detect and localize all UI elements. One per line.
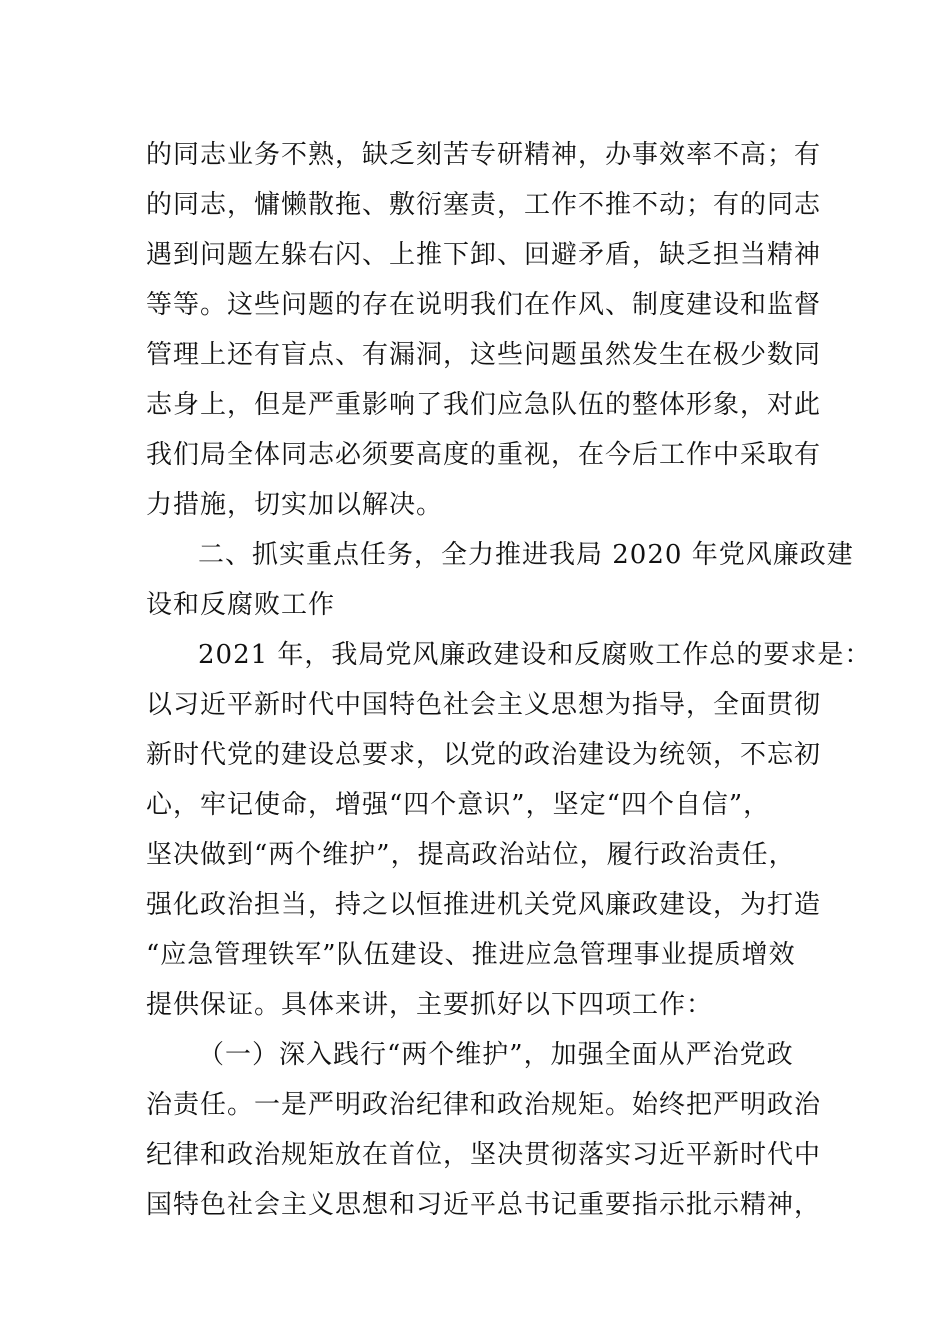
heading-line: 设和反腐败工作 <box>146 590 336 620</box>
text-line: “应急管理铁军”队伍建设、推进应急管理事业提质增效 <box>146 940 796 970</box>
text-line: 以习近平新时代中国特色社会主义思想为指导，全面贯彻 <box>146 690 822 720</box>
paragraph-3 <box>146 630 872 1030</box>
text-line: 心，牢记使命，增强“四个意识”，坚定“四个自信”， <box>146 790 771 820</box>
text-line: 管理上还有盲点、有漏洞，这些问题虽然发生在极少数同 <box>146 340 822 370</box>
paragraph-4 <box>146 1030 822 1230</box>
text-line: 新时代党的建设总要求，以党的政治建设为统领，不忘初 <box>146 740 822 770</box>
text-line: 我们局全体同志必须要高度的重视，在今后工作中采取有 <box>146 440 822 470</box>
text-line: 志身上，但是严重影响了我们应急队伍的整体形象，对此 <box>146 390 822 420</box>
text-line: （一）深入践行“两个维护”，加强全面从严治党政 <box>198 1040 794 1070</box>
text-line: 等等。这些问题的存在说明我们在作风、制度建设和监督 <box>146 290 822 320</box>
text-line: 国特色社会主义思想和习近平总书记重要指示批示精神， <box>146 1190 822 1220</box>
text-line: 纪律和政治规矩放在首位，坚决贯彻落实习近平新时代中 <box>146 1140 822 1170</box>
paragraph-1 <box>146 130 822 530</box>
text-line: 2021 年，我局党风廉政建设和反腐败工作总的要求是： <box>198 640 872 670</box>
text-line: 的同志业务不熟，缺乏刻苦专研精神，办事效率不高；有 <box>146 140 822 170</box>
text-line: 强化政治担当，持之以恒推进机关党风廉政建设，为打造 <box>146 890 822 920</box>
heading-line: 二、抓实重点任务，全力推进我局 2020 年党风廉政建 <box>198 540 854 570</box>
document-body <box>146 130 872 1230</box>
text-line: 的同志，慵懒散拖、敷衍塞责，工作不推不动；有的同志 <box>146 190 822 220</box>
text-line: 坚决做到“两个维护”，提高政治站位，履行政治责任， <box>146 840 796 870</box>
text-line: 力措施，切实加以解决。 <box>146 490 444 520</box>
text-line: 治责任。一是严明政治纪律和政治规矩。始终把严明政治 <box>146 1090 822 1120</box>
text-line: 遇到问题左躲右闪、上推下卸、回避矛盾，缺乏担当精神 <box>146 240 822 270</box>
section-heading-2 <box>146 530 854 630</box>
text-line: 提供保证。具体来讲，主要抓好以下四项工作： <box>146 990 714 1020</box>
